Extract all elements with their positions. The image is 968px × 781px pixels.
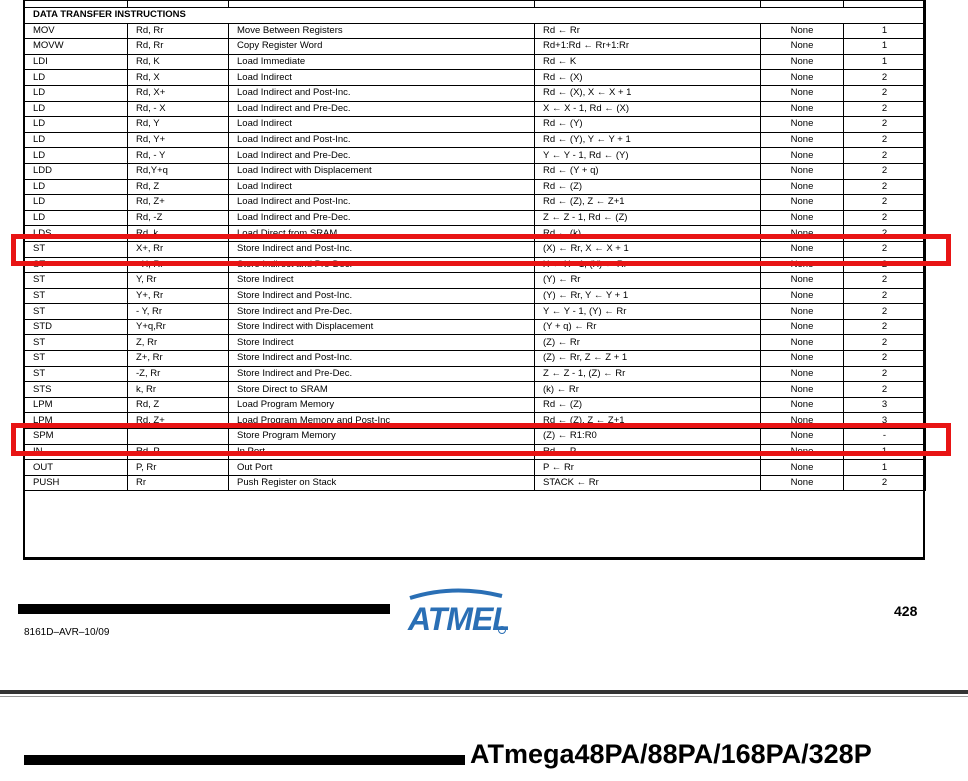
cell-mnemonic: ST	[25, 273, 128, 289]
cell-operands: Z, Rr	[128, 335, 229, 351]
cell-operation: Rd ← (X)	[535, 70, 761, 86]
cell-clocks: 1	[844, 444, 926, 460]
cell-mnemonic: PUSH	[25, 475, 128, 491]
cell-flags: None	[761, 23, 844, 39]
cell-operands: Y+, Rr	[128, 288, 229, 304]
cell-clocks: 2	[844, 148, 926, 164]
svg-text:ATMEL: ATMEL	[408, 601, 508, 636]
cell-mnemonic: IN	[25, 444, 128, 460]
cell-flags: None	[761, 132, 844, 148]
table-row	[25, 475, 926, 491]
cell-operands: Rd, Z+	[128, 195, 229, 211]
table-row	[25, 179, 926, 195]
cell-description: Load Indirect and Pre-Dec.	[229, 210, 535, 226]
cell-operation: Rd+1:Rd ← Rr+1:Rr	[535, 39, 761, 55]
table-row	[25, 319, 926, 335]
table-row	[25, 101, 926, 117]
table-row	[25, 163, 926, 179]
table-row	[25, 366, 926, 382]
cell-operands: Rd, K	[128, 54, 229, 70]
cell-operation: Rd ← Rr	[535, 23, 761, 39]
cell-flags: None	[761, 148, 844, 164]
cell-clocks: 2	[844, 319, 926, 335]
cell-mnemonic: LD	[25, 148, 128, 164]
cell-flags: None	[761, 85, 844, 101]
cell-operands: Y+q,Rr	[128, 319, 229, 335]
cell-clocks: 2	[844, 257, 926, 273]
cell-operation: Rd ← (Z), Z ← Z+1	[535, 195, 761, 211]
cell-flags: None	[761, 397, 844, 413]
cell-operation: X ← X - 1, Rd ← (X)	[535, 101, 761, 117]
cell-mnemonic: ST	[25, 335, 128, 351]
cell-operands: Rd, k	[128, 226, 229, 242]
cell-description: Store Indirect with Displacement	[229, 319, 535, 335]
cell-clocks: 2	[844, 288, 926, 304]
table-cell	[128, 1, 229, 8]
cell-mnemonic: MOVW	[25, 39, 128, 55]
cell-operation: Rd ← (Z)	[535, 179, 761, 195]
cell-operation: Rd ← (k)	[535, 226, 761, 242]
cell-description: Store Indirect and Pre-Dec.	[229, 257, 535, 273]
cell-clocks: 3	[844, 397, 926, 413]
cell-operands: -Z, Rr	[128, 366, 229, 382]
cell-description: Store Indirect	[229, 335, 535, 351]
table-row	[25, 23, 926, 39]
cell-description: Load Indirect and Post-Inc.	[229, 132, 535, 148]
cell-clocks: 1	[844, 460, 926, 476]
cell-clocks: 3	[844, 413, 926, 429]
header-title: ATmega48PA/88PA/168PA/328P	[470, 739, 872, 769]
page-number: 428	[894, 603, 918, 619]
cell-clocks: 2	[844, 195, 926, 211]
cell-flags: None	[761, 210, 844, 226]
cell-flags: None	[761, 335, 844, 351]
cell-clocks: 2	[844, 351, 926, 367]
cell-operands: Rd, - Y	[128, 148, 229, 164]
page-separator	[0, 690, 968, 694]
cell-flags: None	[761, 319, 844, 335]
cell-description: Store Indirect and Post-Inc.	[229, 288, 535, 304]
table-row	[25, 195, 926, 211]
cell-mnemonic: STD	[25, 319, 128, 335]
cell-mnemonic: LPM	[25, 397, 128, 413]
cell-operands: Rd, Z	[128, 179, 229, 195]
table-row	[25, 54, 926, 70]
cell-description: Load Program Memory	[229, 397, 535, 413]
cell-operation: (X) ← Rr, X ← X + 1	[535, 241, 761, 257]
cell-description: Move Between Registers	[229, 23, 535, 39]
cell-flags: None	[761, 101, 844, 117]
cell-operands: Rd, -Z	[128, 210, 229, 226]
cell-description: Load Program Memory and Post-Inc	[229, 413, 535, 429]
cell-description: Load Indirect and Pre-Dec.	[229, 101, 535, 117]
cell-description: Store Program Memory	[229, 429, 535, 445]
cell-mnemonic: LD	[25, 210, 128, 226]
cell-operands: X+, Rr	[128, 241, 229, 257]
cell-operands: k, Rr	[128, 382, 229, 398]
cell-clocks: 2	[844, 85, 926, 101]
cell-description: Copy Register Word	[229, 39, 535, 55]
cell-mnemonic: ST	[25, 257, 128, 273]
table-row	[25, 288, 926, 304]
cell-clocks: 2	[844, 179, 926, 195]
cell-mnemonic: SPM	[25, 429, 128, 445]
cell-flags: None	[761, 429, 844, 445]
table-row	[25, 148, 926, 164]
cell-flags: None	[761, 54, 844, 70]
cell-mnemonic: LDD	[25, 163, 128, 179]
highlight-box-lds	[11, 234, 951, 266]
cell-mnemonic: ST	[25, 304, 128, 320]
cell-flags: None	[761, 70, 844, 86]
cell-operands: - Y, Rr	[128, 304, 229, 320]
cell-description: Load Indirect	[229, 179, 535, 195]
cell-mnemonic: LD	[25, 85, 128, 101]
cell-clocks: 2	[844, 210, 926, 226]
table-row	[25, 351, 926, 367]
cell-operation: (Z) ← Rr	[535, 335, 761, 351]
cell-description: Store Indirect and Pre-Dec.	[229, 366, 535, 382]
cell-operation: Rd ← K	[535, 54, 761, 70]
cell-operation: (Y) ← Rr	[535, 273, 761, 289]
cell-flags: None	[761, 444, 844, 460]
cell-operands: Rd,Y+q	[128, 163, 229, 179]
cell-operands: Rd, P	[128, 444, 229, 460]
cell-clocks: 2	[844, 163, 926, 179]
cell-operands: Rd, - X	[128, 101, 229, 117]
cell-operands: Rd, Rr	[128, 39, 229, 55]
cell-description: Load Immediate	[229, 54, 535, 70]
cell-operation: P ← Rr	[535, 460, 761, 476]
table-cell	[761, 1, 844, 8]
cell-clocks: 1	[844, 23, 926, 39]
table-row	[25, 273, 926, 289]
cell-operation: (Z) ← R1:R0	[535, 429, 761, 445]
cell-description: Load Direct from SRAM	[229, 226, 535, 242]
cell-mnemonic: ST	[25, 288, 128, 304]
cell-operands: Rr	[128, 475, 229, 491]
header-rule-bar	[24, 755, 465, 765]
cell-operands: Rd, Z+	[128, 413, 229, 429]
cell-clocks: 1	[844, 39, 926, 55]
cell-operands: Rd, Y+	[128, 132, 229, 148]
atmel-logo-graphic	[404, 586, 508, 636]
cell-operation: X ← X - 1, (X) ← Rr	[535, 257, 761, 273]
footer-rule-bar	[18, 604, 390, 614]
cell-operation: (Y + q) ← Rr	[535, 319, 761, 335]
cell-description: Load Indirect and Post-Inc.	[229, 85, 535, 101]
cell-clocks: 2	[844, 226, 926, 242]
cell-operation: (Y) ← Rr, Y ← Y + 1	[535, 288, 761, 304]
cell-description: Push Register on Stack	[229, 475, 535, 491]
cell-operation: Rd ← (X), X ← X + 1	[535, 85, 761, 101]
cell-description: Store Indirect and Pre-Dec.	[229, 304, 535, 320]
cell-mnemonic: ST	[25, 241, 128, 257]
cell-flags: None	[761, 241, 844, 257]
cell-mnemonic: LDS	[25, 226, 128, 242]
cell-flags: None	[761, 39, 844, 55]
cell-mnemonic: STS	[25, 382, 128, 398]
cell-operands: Z+, Rr	[128, 351, 229, 367]
cell-clocks: 2	[844, 117, 926, 133]
table-cell	[535, 1, 761, 8]
cell-operation: STACK ← Rr	[535, 475, 761, 491]
cell-flags: None	[761, 288, 844, 304]
cell-description: Out Port	[229, 460, 535, 476]
page-separator-thin	[0, 696, 968, 697]
atmel-logo	[404, 586, 508, 641]
cell-clocks: 1	[844, 54, 926, 70]
table-row	[25, 335, 926, 351]
cell-clocks: 2	[844, 475, 926, 491]
cell-clocks: 2	[844, 273, 926, 289]
cell-flags: None	[761, 351, 844, 367]
cell-clocks: 2	[844, 132, 926, 148]
cell-operation: Rd ← (Z), Z ← Z+1	[535, 413, 761, 429]
cell-mnemonic: LD	[25, 195, 128, 211]
cell-operation: Y ← Y - 1, Rd ← (Y)	[535, 148, 761, 164]
cell-description: Load Indirect with Displacement	[229, 163, 535, 179]
cell-clocks: 2	[844, 335, 926, 351]
section-header-row	[25, 8, 926, 24]
cell-mnemonic: ST	[25, 351, 128, 367]
cell-description: Load Indirect and Pre-Dec.	[229, 148, 535, 164]
cell-operands: Rd, X+	[128, 85, 229, 101]
table-row	[25, 132, 926, 148]
cell-operation: Z ← Z - 1, Rd ← (Z)	[535, 210, 761, 226]
table-cell	[844, 1, 926, 8]
cell-operation: Rd ← (Y), Y ← Y + 1	[535, 132, 761, 148]
cell-description: Store Direct to SRAM	[229, 382, 535, 398]
cell-operation: Rd ← P	[535, 444, 761, 460]
table-row-cutoff	[25, 1, 926, 8]
cell-operation: (Z) ← Rr, Z ← Z + 1	[535, 351, 761, 367]
cell-description: Store Indirect	[229, 273, 535, 289]
table-row	[25, 39, 926, 55]
table-cell	[25, 1, 128, 8]
cell-mnemonic: LD	[25, 117, 128, 133]
cell-clocks: 2	[844, 70, 926, 86]
cell-operation: Z ← Z - 1, (Z) ← Rr	[535, 366, 761, 382]
cell-description: Load Indirect	[229, 117, 535, 133]
table-row	[25, 85, 926, 101]
cell-operands: P, Rr	[128, 460, 229, 476]
cell-description: In Port	[229, 444, 535, 460]
cell-operands: Rd, X	[128, 70, 229, 86]
cell-flags: None	[761, 460, 844, 476]
cell-description: Load Indirect and Post-Inc.	[229, 195, 535, 211]
cell-operation: (k) ← Rr	[535, 382, 761, 398]
cell-operation: Rd ← (Z)	[535, 397, 761, 413]
table-row	[25, 210, 926, 226]
cell-flags: None	[761, 413, 844, 429]
cell-flags: None	[761, 195, 844, 211]
cell-flags: None	[761, 163, 844, 179]
cell-operands: Rd, Rr	[128, 23, 229, 39]
cell-mnemonic: MOV	[25, 23, 128, 39]
cell-mnemonic: LD	[25, 132, 128, 148]
cell-description: Store Indirect and Post-Inc.	[229, 241, 535, 257]
cell-operation: Rd ← (Y)	[535, 117, 761, 133]
cell-description: Load Indirect	[229, 70, 535, 86]
cell-mnemonic: ST	[25, 366, 128, 382]
cell-clocks: 2	[844, 241, 926, 257]
highlight-box-sts	[11, 423, 951, 456]
cell-operands: Rd, Z	[128, 397, 229, 413]
cell-flags: None	[761, 226, 844, 242]
table-row	[25, 382, 926, 398]
table-cell	[229, 1, 535, 8]
cell-flags: None	[761, 382, 844, 398]
cell-mnemonic: LD	[25, 179, 128, 195]
cell-clocks: -	[844, 429, 926, 445]
cell-mnemonic: LD	[25, 70, 128, 86]
cell-clocks: 2	[844, 366, 926, 382]
cell-flags: None	[761, 179, 844, 195]
cell-flags: None	[761, 304, 844, 320]
cell-operation: Y ← Y - 1, (Y) ← Rr	[535, 304, 761, 320]
section-title: DATA TRANSFER INSTRUCTIONS	[25, 8, 926, 24]
cell-mnemonic: LDI	[25, 54, 128, 70]
cell-flags: None	[761, 273, 844, 289]
table-row	[25, 117, 926, 133]
cell-clocks: 2	[844, 304, 926, 320]
cell-operands: Y, Rr	[128, 273, 229, 289]
table-row	[25, 460, 926, 476]
document-id: 8161D–AVR–10/09	[24, 627, 110, 638]
cell-clocks: 2	[844, 382, 926, 398]
cell-description: Store Indirect and Post-Inc.	[229, 351, 535, 367]
table-row	[25, 304, 926, 320]
table-bottom-rule	[23, 557, 925, 560]
cell-mnemonic: OUT	[25, 460, 128, 476]
table-row	[25, 70, 926, 86]
cell-operands: Rd, Y	[128, 117, 229, 133]
cell-flags: None	[761, 475, 844, 491]
cell-operands: - X, Rr	[128, 257, 229, 273]
cell-mnemonic: LPM	[25, 413, 128, 429]
cell-flags: None	[761, 117, 844, 133]
cell-clocks: 2	[844, 101, 926, 117]
cell-mnemonic: LD	[25, 101, 128, 117]
cell-operation: Rd ← (Y + q)	[535, 163, 761, 179]
cell-flags: None	[761, 366, 844, 382]
table-row	[25, 397, 926, 413]
cell-flags: None	[761, 257, 844, 273]
